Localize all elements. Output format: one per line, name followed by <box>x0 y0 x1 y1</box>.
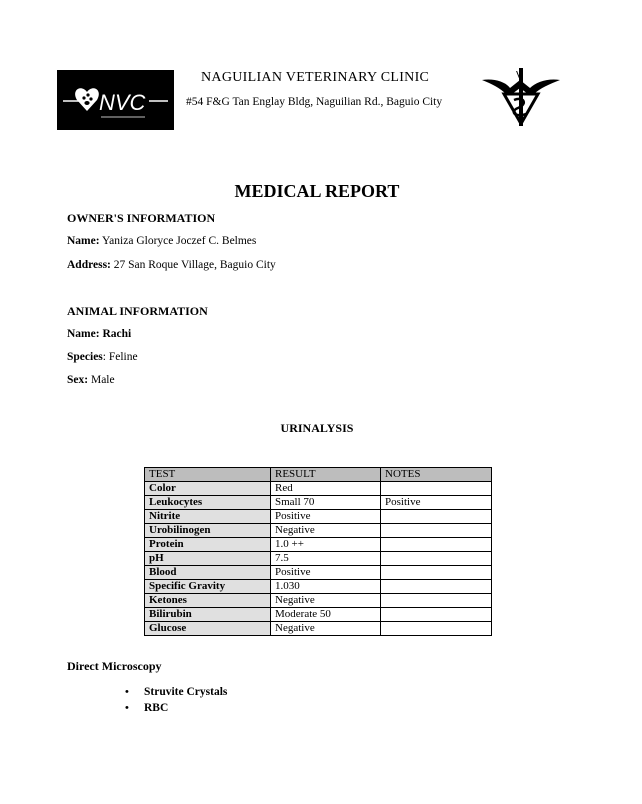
notes-cell: Positive <box>381 496 492 510</box>
owner-address-line <box>67 259 276 271</box>
animal-sex-line <box>67 374 115 386</box>
test-name-cell: Urobilinogen <box>145 524 271 538</box>
table-row <box>145 510 492 524</box>
notes-cell <box>381 594 492 608</box>
test-name-cell: Protein <box>145 538 271 552</box>
animal-species-value: : Feline <box>102 351 138 363</box>
result-cell: 7.5 <box>271 552 381 566</box>
microscopy-list <box>125 684 228 716</box>
list-item-label: RBC <box>144 702 169 714</box>
notes-cell <box>381 580 492 594</box>
test-name-cell: pH <box>145 552 271 566</box>
list-item <box>125 684 228 700</box>
animal-sex-label: Sex: <box>67 374 89 386</box>
test-name-cell: Ketones <box>145 594 271 608</box>
microscopy-heading: Direct Microscopy <box>67 659 162 673</box>
owner-address-label: Address: <box>67 259 111 271</box>
result-cell: Negative <box>271 524 381 538</box>
report-title: MEDICAL REPORT <box>234 181 400 201</box>
owner-name-value: Yaniza Gloryce Joczef C. Belmes <box>102 235 257 247</box>
animal-section-heading: ANIMAL INFORMATION <box>67 304 208 318</box>
table-row <box>145 524 492 538</box>
animal-species-label: Species <box>67 351 103 363</box>
table-row <box>145 496 492 510</box>
result-cell: Positive <box>271 566 381 580</box>
urinalysis-table <box>144 467 492 636</box>
result-cell: 1.030 <box>271 580 381 594</box>
table-row <box>145 566 492 580</box>
veterinary-caduceus-icon <box>480 66 562 130</box>
test-name-cell: Color <box>145 482 271 496</box>
test-name-cell: Bilirubin <box>145 608 271 622</box>
owner-name-line <box>67 235 256 247</box>
clinic-logo <box>57 70 174 130</box>
owner-name-label: Name: <box>67 235 100 247</box>
svg-text:V: V <box>516 70 523 81</box>
animal-name-label: Name: <box>67 328 100 340</box>
notes-cell <box>381 566 492 580</box>
owner-section-heading: OWNER'S INFORMATION <box>67 211 216 225</box>
column-header-result: RESULT <box>271 468 381 482</box>
owner-address-value: 27 San Roque Village, Baguio City <box>113 259 276 271</box>
list-item <box>125 700 227 716</box>
bullet-icon: • <box>125 702 129 714</box>
column-header-test: TEST <box>145 468 271 482</box>
notes-cell <box>381 622 492 636</box>
table-row <box>145 594 492 608</box>
notes-cell <box>381 482 492 496</box>
notes-cell <box>381 552 492 566</box>
table-header-row <box>145 468 492 482</box>
animal-sex-value: Male <box>90 374 115 386</box>
notes-cell <box>381 608 492 622</box>
result-cell: Red <box>271 482 381 496</box>
clinic-name: NAGUILIAN VETERINARY CLINIC <box>201 70 430 85</box>
test-name-cell: Glucose <box>145 622 271 636</box>
logo-lettering: NVC <box>99 90 146 115</box>
test-name-cell: Specific Gravity <box>145 580 271 594</box>
animal-species-line <box>67 351 138 363</box>
notes-cell <box>381 538 492 552</box>
urinalysis-title: URINALYSIS <box>280 421 354 435</box>
table-row <box>145 482 492 496</box>
test-name-cell: Leukocytes <box>145 496 271 510</box>
table-row <box>145 552 492 566</box>
notes-cell <box>381 510 492 524</box>
table-row <box>145 538 492 552</box>
test-name-cell: Nitrite <box>145 510 271 524</box>
result-cell: Negative <box>271 594 381 608</box>
column-header-notes: NOTES <box>381 468 492 482</box>
table-row <box>145 622 492 636</box>
table-row <box>145 608 492 622</box>
animal-name-value: Rachi <box>102 328 132 340</box>
notes-cell <box>381 524 492 538</box>
bullet-icon: • <box>125 686 129 698</box>
result-cell: Moderate 50 <box>271 608 381 622</box>
result-cell: Positive <box>271 510 381 524</box>
list-item-label: Struvite Crystals <box>144 686 228 698</box>
test-name-cell: Blood <box>145 566 271 580</box>
result-cell: Small 70 <box>271 496 381 510</box>
clinic-address: #54 F&G Tan Englay Bldg, Naguilian Rd., Baguio City <box>186 96 443 108</box>
animal-name-line <box>67 328 131 340</box>
result-cell: 1.0 ++ <box>271 538 381 552</box>
result-cell: Negative <box>271 622 381 636</box>
table-row <box>145 580 492 594</box>
